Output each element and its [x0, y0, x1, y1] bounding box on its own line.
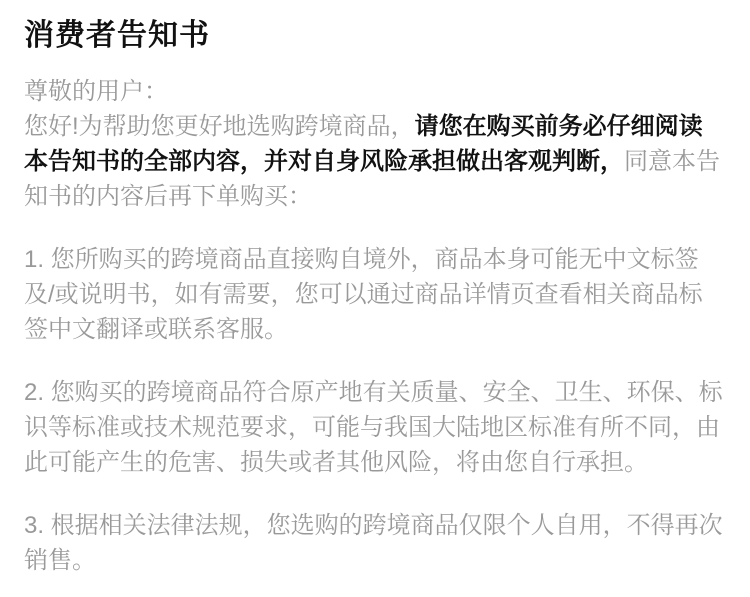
- page-title: 消费者告知书: [24, 19, 210, 52]
- intro-greeting: 您好!为帮助您更好地选购跨境商品，: [24, 113, 415, 140]
- clause-2-origin-standards-risk: 2. 您购买的跨境商品符合原产地有关质量、安全、卫生、环保、标识等标准或技术规范要求，可能与我国大陆地区标准有所不同，由此可能产生的危害、损失或者其他风险，将由您自行承担。: [24, 379, 723, 476]
- intro-salutation: 尊敬的用户：: [24, 78, 168, 105]
- clause-1-no-chinese-label: 1. 您所购买的跨境商品直接购自境外，商品本身可能无中文标签及/或说明书，如有需要，您可以通过商品详情页查看相关商品标签中文翻译或联系客服。: [24, 246, 703, 343]
- intro-tail: 同意本告知书的内容后再下单购买：: [24, 148, 720, 210]
- clause-3-personal-use-only: 3. 根据相关法律法规，您选购的跨境商品仅限个人自用，不得再次销售。: [24, 512, 723, 574]
- intro-paragraph: [24, 74, 726, 214]
- intro-emphasis: 请您在购买前务必仔细阅读本告知书的全部内容，并对自身风险承担做出客观判断，: [24, 113, 703, 175]
